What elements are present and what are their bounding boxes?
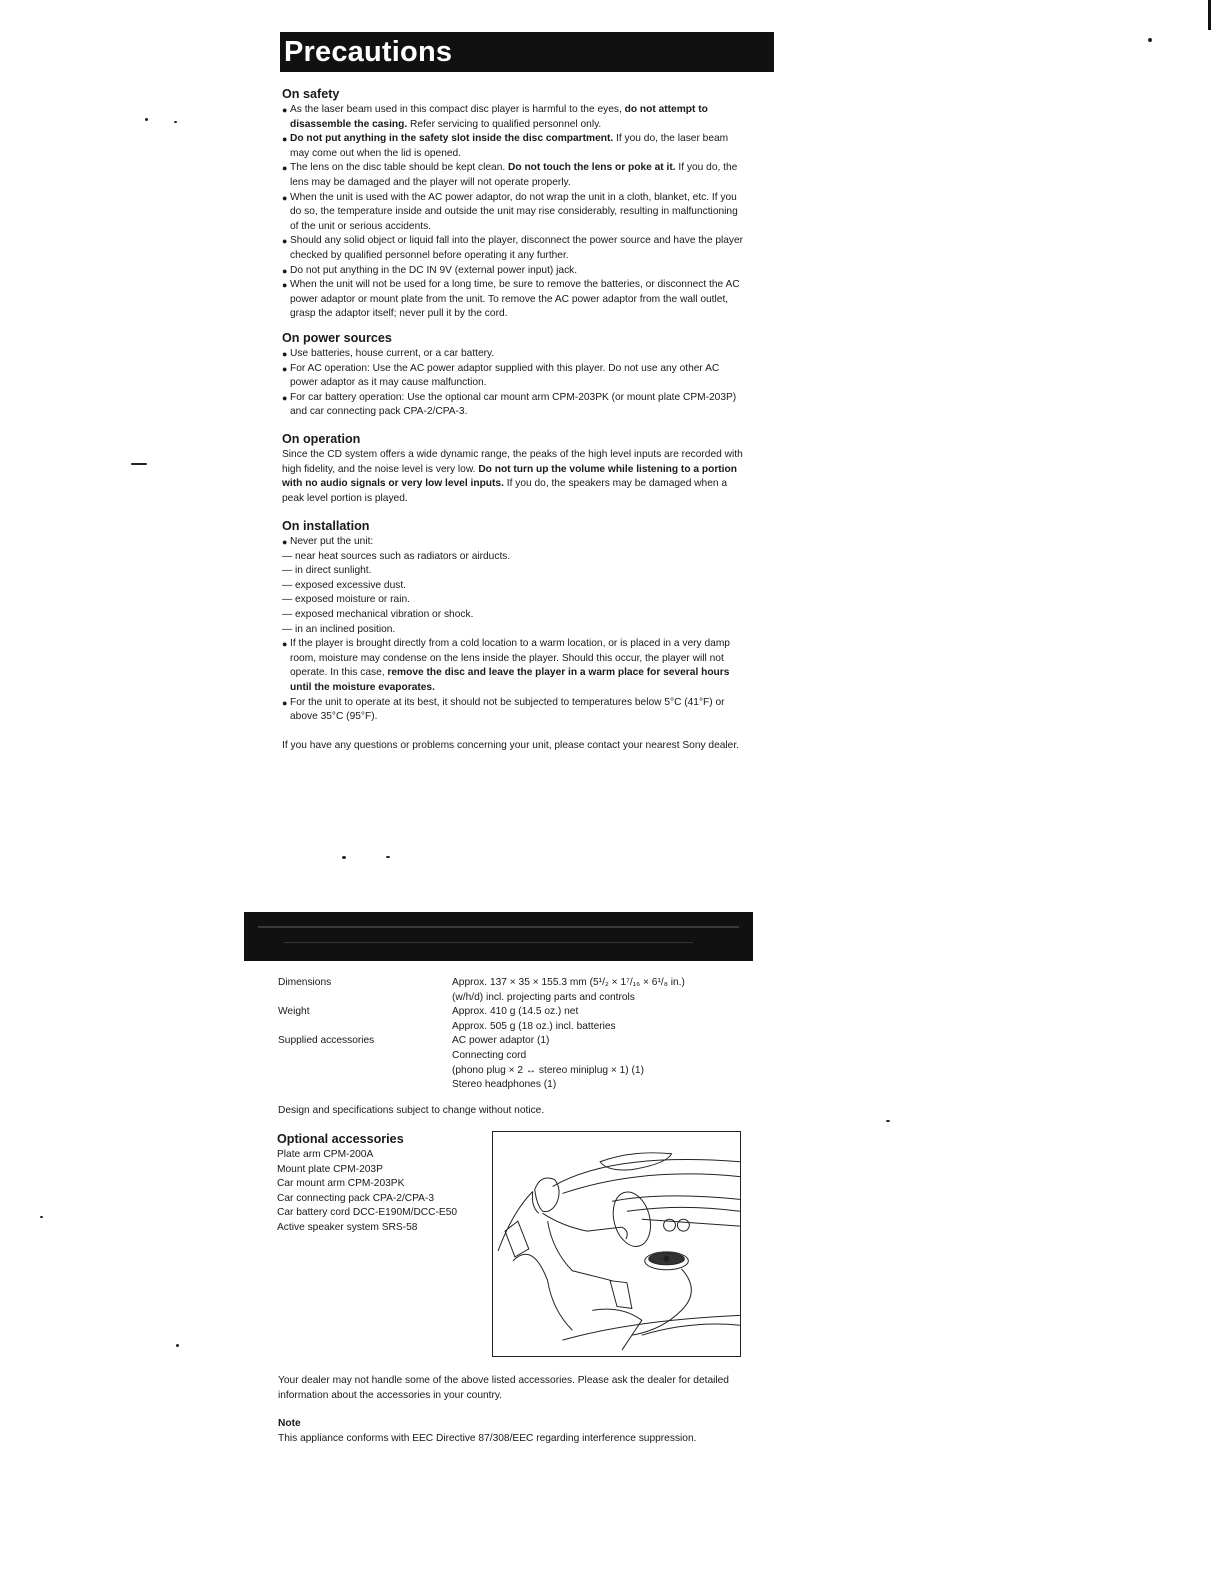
specifications-banner bbox=[244, 912, 753, 961]
list-item: Plate arm CPM-200A bbox=[277, 1149, 374, 1160]
installation-section bbox=[282, 518, 747, 753]
scan-speck bbox=[886, 1120, 890, 1122]
spec-value: Approx. 410 g (14.5 oz.) net Approx. 505 g (18 oz.) incl. batteries bbox=[452, 1006, 616, 1032]
dash-item: — near heat sources such as radiators or airducts. bbox=[282, 550, 511, 562]
operation-section bbox=[282, 431, 747, 506]
power-heading: On power sources bbox=[282, 331, 392, 345]
car-mount-illustration bbox=[492, 1131, 741, 1357]
scan-speck bbox=[1148, 38, 1152, 42]
spec-label: Dimensions bbox=[278, 977, 332, 988]
operation-heading: On operation bbox=[282, 432, 361, 446]
scan-speck bbox=[176, 1344, 179, 1347]
list-item: Car connecting pack CPA-2/CPA-3 bbox=[277, 1192, 435, 1204]
safety-list bbox=[282, 103, 747, 322]
safety-section bbox=[282, 86, 747, 322]
list-item: Active speaker system SRS-58 bbox=[277, 1221, 418, 1233]
precautions-title: Precautions bbox=[284, 36, 453, 68]
list-item: ● Do not put anything in the safety slot inside the disc compartment. If you do, the laser beam may come out when the lid is opened. bbox=[282, 133, 729, 159]
note-block bbox=[278, 1417, 738, 1446]
installation-heading: On installation bbox=[282, 519, 370, 533]
list-item: ● For the unit to operate at its best, it should not be subjected to temperatures below 5°C (41°F) or above 35°C (95°F). bbox=[282, 696, 725, 723]
scan-speck bbox=[342, 856, 346, 859]
list-item: ● Should any solid object or liquid fall into the player, disconnect the power source and have the player checked by qualified personnel before operating it any further. bbox=[282, 235, 744, 261]
note-title: Note bbox=[278, 1418, 301, 1429]
car-interior-drawing bbox=[493, 1132, 740, 1356]
dash-item: — exposed mechanical vibration or shock. bbox=[282, 608, 474, 620]
list-item: ● When the unit is used with the AC power adaptor, do not wrap the unit in a cloth, blanket, etc. If you do so, the temperature inside and outside the unit may rise considerably, resulting in malfunctioning of the unit or serious accidents. bbox=[282, 191, 738, 232]
scan-speck bbox=[386, 856, 390, 858]
scan-speck bbox=[174, 121, 177, 123]
list-item: ● When the unit will not be used for a long time, be sure to remove the batteries, or disconnect the AC power adaptor or mount plate from the unit. To remove the AC power adaptor from the wall outlet, grasp the adaptor itself; never pull it by the cord. bbox=[282, 279, 740, 320]
spec-row bbox=[278, 1005, 758, 1034]
spec-label: Weight bbox=[278, 1006, 310, 1018]
optional-heading: Optional accessories bbox=[277, 1132, 404, 1146]
spec-label: Supplied accessories bbox=[278, 1035, 375, 1047]
optional-accessories bbox=[277, 1131, 492, 1236]
page-edge-mark bbox=[1208, 0, 1211, 30]
scan-speck bbox=[145, 118, 148, 121]
dash-item: — exposed excessive dust. bbox=[282, 579, 407, 591]
spec-value: Approx. 137 × 35 × 155.3 mm (5¹/₂ × 1⁷/₁₆ × 6¹/₈ in.) (w/h/d) incl. projecting parts and controls bbox=[452, 977, 685, 1003]
dash-item: — in direct sunlight. bbox=[282, 565, 372, 577]
spec-row bbox=[278, 1034, 758, 1092]
scan-speck bbox=[40, 1216, 43, 1218]
contact-text: If you have any questions or problems concerning your unit, please contact your nearest Sony dealer. bbox=[282, 739, 740, 751]
list-item: ● Do not put anything in the DC IN 9V (external power input) jack. bbox=[282, 264, 578, 276]
dash-item: — in an inclined position. bbox=[282, 623, 396, 635]
safety-heading: On safety bbox=[282, 87, 340, 101]
list-item: ● For AC operation: Use the AC power adaptor supplied with this player. Do not use any other AC power adaptor as it may cause malfunction. bbox=[282, 362, 720, 389]
list-item: Car mount arm CPM-203PK bbox=[277, 1178, 405, 1190]
spec-value: AC power adaptor (1) Connecting cord (phono plug × 2 ↔ stereo miniplug × 1) (1) Stereo headphones (1) bbox=[452, 1035, 644, 1091]
list-item: Mount plate CPM-203P bbox=[277, 1163, 383, 1175]
design-note: Design and specifications subject to change without notice. bbox=[278, 1105, 545, 1116]
note-text: This appliance conforms with EEC Directive 87/308/EEC regarding interference suppression. bbox=[278, 1432, 697, 1444]
list-item: ● For car battery operation: Use the optional car mount arm CPM-203PK (or mount plate CPM-203P) and car connecting pack CPA-2/CPA-3. bbox=[282, 391, 737, 418]
power-section bbox=[282, 330, 747, 420]
list-item: ● If the player is brought directly from a cold location to a warm location, or is placed in a very damp room, moisture may condense on the lens inside the player. Should this occur, the player will not operate. In this case, remove the disc and leave the player in a warm place for several hours until the moisture evaporates. bbox=[282, 638, 730, 693]
list-item: ● Use batteries, house current, or a car battery. bbox=[282, 348, 495, 359]
spec-row bbox=[278, 976, 758, 1005]
list-item: Car battery cord DCC-E190M/DCC-E50 bbox=[277, 1207, 458, 1219]
operation-text: Since the CD system offers a wide dynamic range, the peaks of the high level inputs are recorded with high fidelity, and the noise level is very low. Do not turn up the volume while listening to a portion with no audio signals or very low level inputs. If you do, the speakers may be damaged when a peak level portion is played. bbox=[282, 449, 743, 504]
list-item: ● Never put the unit: bbox=[282, 536, 374, 547]
specs-table bbox=[278, 976, 758, 1093]
scan-speck bbox=[131, 463, 147, 465]
precautions-banner bbox=[280, 32, 774, 72]
dash-item: — exposed moisture or rain. bbox=[282, 594, 410, 606]
list-item: ● The lens on the disc table should be kept clean. Do not touch the lens or poke at it. If you do, the lens may be damaged and the player will not operate properly. bbox=[282, 162, 738, 188]
dealer-text: Your dealer may not handle some of the above listed accessories. Please ask the dealer for detailed information about the accessories in your country. bbox=[278, 1375, 729, 1401]
list-item: ● As the laser beam used in this compact disc player is harmful to the eyes, do not attempt to disassemble the casing. Refer servicing to qualified personnel only. bbox=[282, 104, 708, 130]
